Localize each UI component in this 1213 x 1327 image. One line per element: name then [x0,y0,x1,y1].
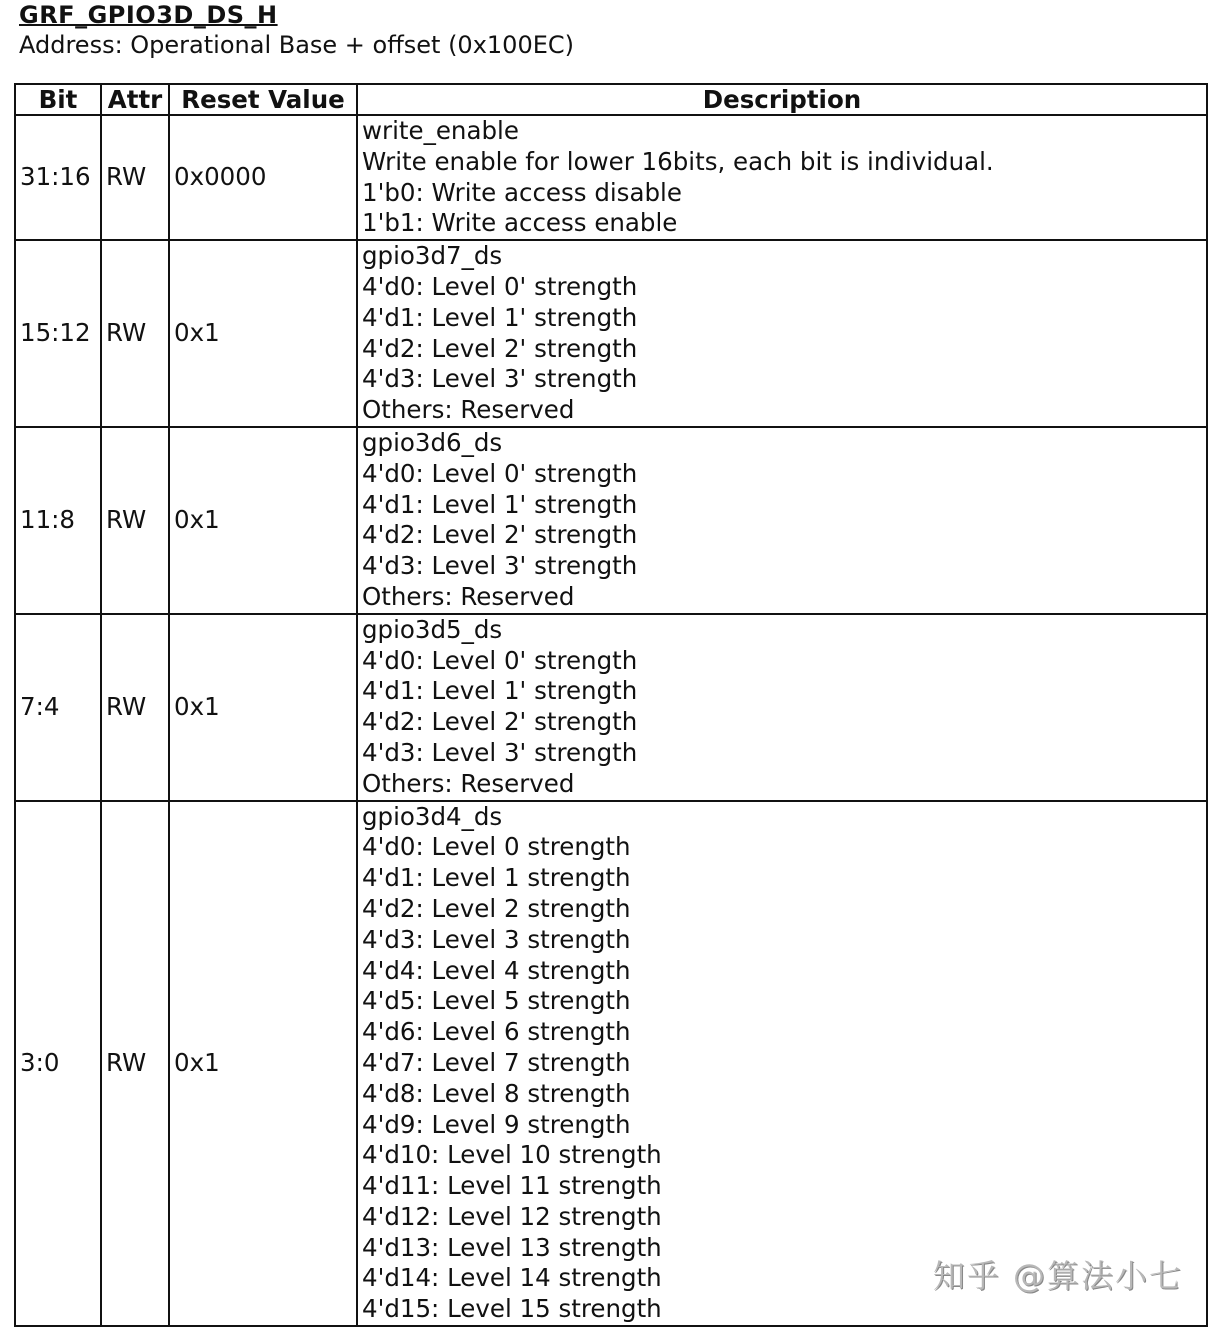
table-row [15,614,1207,801]
description-line: 4'd0: Level 0' strength [362,458,638,488]
cell-bit: 11:8 [15,427,101,614]
description-line: 4'd0: Level 0 strength [362,832,631,862]
description-line: 1'b1: Write access enable [362,208,678,238]
description-line: 4'd0: Level 0' strength [362,645,638,675]
description-line: Others: Reserved [362,581,575,611]
description-line: 4'd15: Level 15 strength [362,1294,662,1324]
description-line: 4'd3: Level 3' strength [362,551,638,581]
field-name: gpio3d7_ds [362,241,503,271]
cell-description [357,115,1207,240]
cell-bit: 31:16 [15,115,101,240]
cell-reset-value: 0x1 [169,427,357,614]
cell-reset-value: 0x0000 [169,115,357,240]
description-line: 4'd5: Level 5 strength [362,986,631,1016]
register-address: Address: Operational Base + offset (0x100EC) [19,31,574,59]
cell-bit: 3:0 [15,801,101,1327]
watermark: 知乎 @算法小七 [932,1257,1183,1295]
description-line: 4'd2: Level 2' strength [362,333,638,363]
description-line: 4'd1: Level 1' strength [362,676,638,706]
cell-bit: 7:4 [15,614,101,801]
register-table [14,83,1208,1327]
description-line: 4'd1: Level 1' strength [362,489,638,519]
cell-reset-value: 0x1 [169,614,357,801]
cell-reset-value: 0x1 [169,801,357,1327]
cell-attr: RW [101,614,169,801]
cell-description [357,801,1207,1327]
table-row [15,240,1207,427]
description-line: 4'd2: Level 2' strength [362,520,638,550]
description-line: 4'd11: Level 11 strength [362,1171,662,1201]
cell-reset-value: 0x1 [169,240,357,427]
register-name: GRF_GPIO3D_DS_H [19,1,278,29]
field-name: gpio3d6_ds [362,427,503,457]
description-line: 4'd3: Level 3 strength [362,924,631,954]
description-line: 4'd3: Level 3' strength [362,737,638,767]
header-reset-value: Reset Value [169,84,357,115]
description-line: 4'd2: Level 2' strength [362,707,638,737]
description-line: 4'd8: Level 8 strength [362,1078,631,1108]
table-row [15,427,1207,614]
cell-attr: RW [101,427,169,614]
description-line: 4'd13: Level 13 strength [362,1232,662,1262]
description-line: Write enable for lower 16bits, each bit is individual. [362,146,994,176]
table-row [15,801,1207,1327]
description-line: 4'd14: Level 14 strength [362,1263,662,1293]
description-line: 4'd1: Level 1 strength [362,863,631,893]
cell-attr: RW [101,801,169,1327]
description-line: 1'b0: Write access disable [362,177,682,207]
table-header-row [15,84,1207,115]
description-line: 4'd3: Level 3' strength [362,364,638,394]
cell-description [357,427,1207,614]
description-line: 4'd7: Level 7 strength [362,1047,631,1077]
description-line: 4'd6: Level 6 strength [362,1017,631,1047]
description-line: 4'd4: Level 4 strength [362,955,631,985]
description-line: Others: Reserved [362,768,575,798]
header-bit: Bit [15,84,101,115]
description-line: 4'd9: Level 9 strength [362,1109,631,1139]
description-line: 4'd0: Level 0' strength [362,271,638,301]
description-line: Others: Reserved [362,395,575,425]
description-line: 4'd10: Level 10 strength [362,1140,662,1170]
cell-bit: 15:12 [15,240,101,427]
field-name: write_enable [362,116,519,145]
description-line: 4'd1: Level 1' strength [362,302,638,332]
table-body [15,115,1207,1326]
table-row [15,115,1207,240]
cell-attr: RW [101,240,169,427]
description-line: 4'd12: Level 12 strength [362,1201,662,1231]
header-description: Description [357,84,1207,115]
field-name: gpio3d4_ds [362,801,503,831]
description-line: 4'd2: Level 2 strength [362,893,631,923]
cell-attr: RW [101,115,169,240]
cell-description [357,240,1207,427]
field-name: gpio3d5_ds [362,614,503,644]
header-attr: Attr [101,84,169,115]
cell-description [357,614,1207,801]
